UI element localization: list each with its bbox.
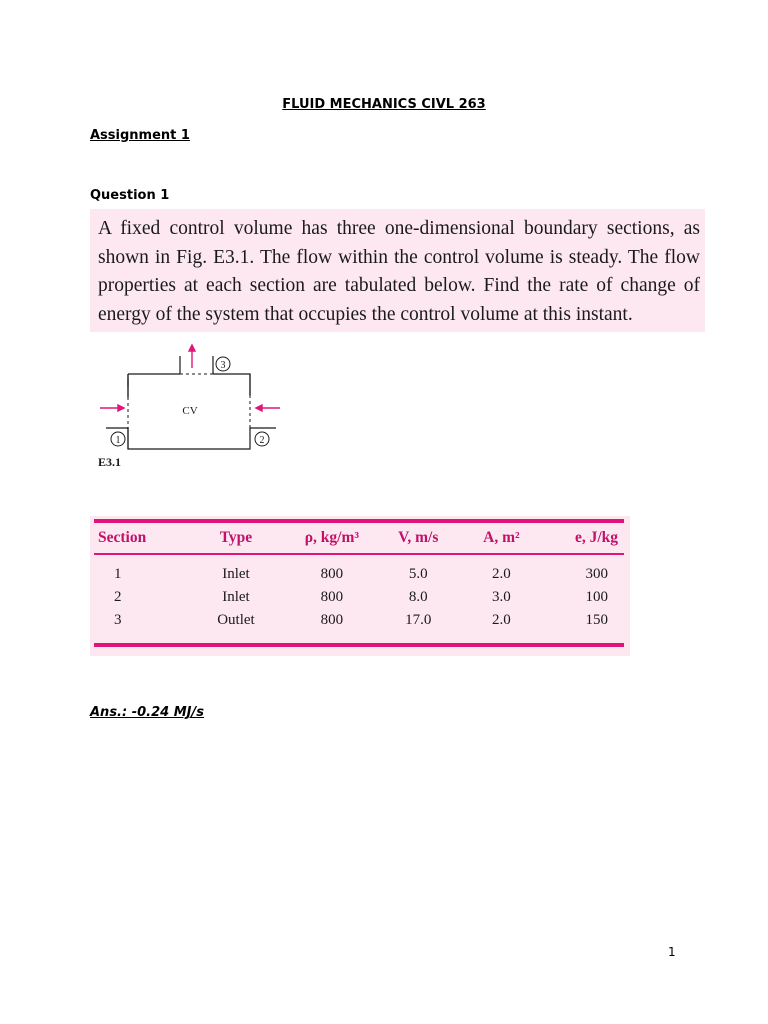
cv-label: CV	[182, 405, 198, 417]
control-volume-figure	[92, 342, 292, 472]
header-velocity: V, m/s	[398, 529, 439, 546]
cell-area: 2.0	[492, 612, 511, 628]
cell-density: 800	[320, 566, 344, 582]
inlet-1-arrowhead	[118, 405, 124, 411]
table-rule-bottom	[94, 643, 624, 647]
question-heading: Question 1	[90, 188, 170, 203]
table-row	[94, 609, 624, 632]
outlet-3-arrowhead	[189, 345, 195, 351]
cell-energy: 100	[585, 589, 608, 605]
header-density: ρ, kg/m³	[304, 529, 360, 546]
data-table-box	[90, 516, 630, 656]
table-header-row	[94, 523, 624, 553]
answer-text: Ans.: -0.24 MJ/s	[90, 705, 204, 720]
section-1-label: 1	[115, 435, 121, 446]
assignment-heading: Assignment 1	[90, 128, 190, 143]
table-row	[94, 553, 624, 586]
header-section: Section	[98, 529, 147, 546]
header-type: Type	[219, 529, 253, 546]
cell-velocity: 5.0	[408, 566, 428, 582]
cell-energy: 150	[585, 612, 608, 628]
inlet-2-arrowhead	[256, 405, 262, 411]
document-title: FLUID MECHANICS CIVL 263	[282, 97, 486, 112]
cell-velocity: 8.0	[408, 589, 428, 605]
cell-section: 1	[114, 566, 122, 582]
cell-area: 3.0	[492, 589, 511, 605]
section-2-label: 2	[259, 435, 265, 446]
section-3-label: 3	[220, 360, 226, 371]
flow-properties-table	[94, 523, 624, 632]
cell-energy: 300	[585, 566, 608, 582]
question-box	[90, 209, 705, 332]
cell-type: Outlet	[217, 612, 255, 628]
cell-area: 2.0	[492, 566, 511, 582]
page-number: 1	[668, 945, 676, 959]
cell-density: 800	[320, 589, 344, 605]
table-row	[94, 586, 624, 609]
cell-type: Inlet	[222, 566, 250, 582]
cell-section: 2	[114, 589, 122, 605]
header-area: A, m²	[483, 529, 520, 546]
header-energy: e, J/kg	[574, 529, 618, 546]
cell-density: 800	[320, 612, 344, 628]
cell-section: 3	[114, 612, 122, 628]
figure-caption: E3.1	[98, 455, 122, 469]
cell-velocity: 17.0	[405, 612, 432, 628]
cell-type: Inlet	[222, 589, 250, 605]
question-text: A fixed control volume has three one-dimensional boundary sections, as shown in Fig. E3.1. The flow within the control volume is steady. The flow properties at each section are tabulated below. Find the rate of change of energy of the system that occupies the control volume at this instant.	[98, 218, 700, 325]
